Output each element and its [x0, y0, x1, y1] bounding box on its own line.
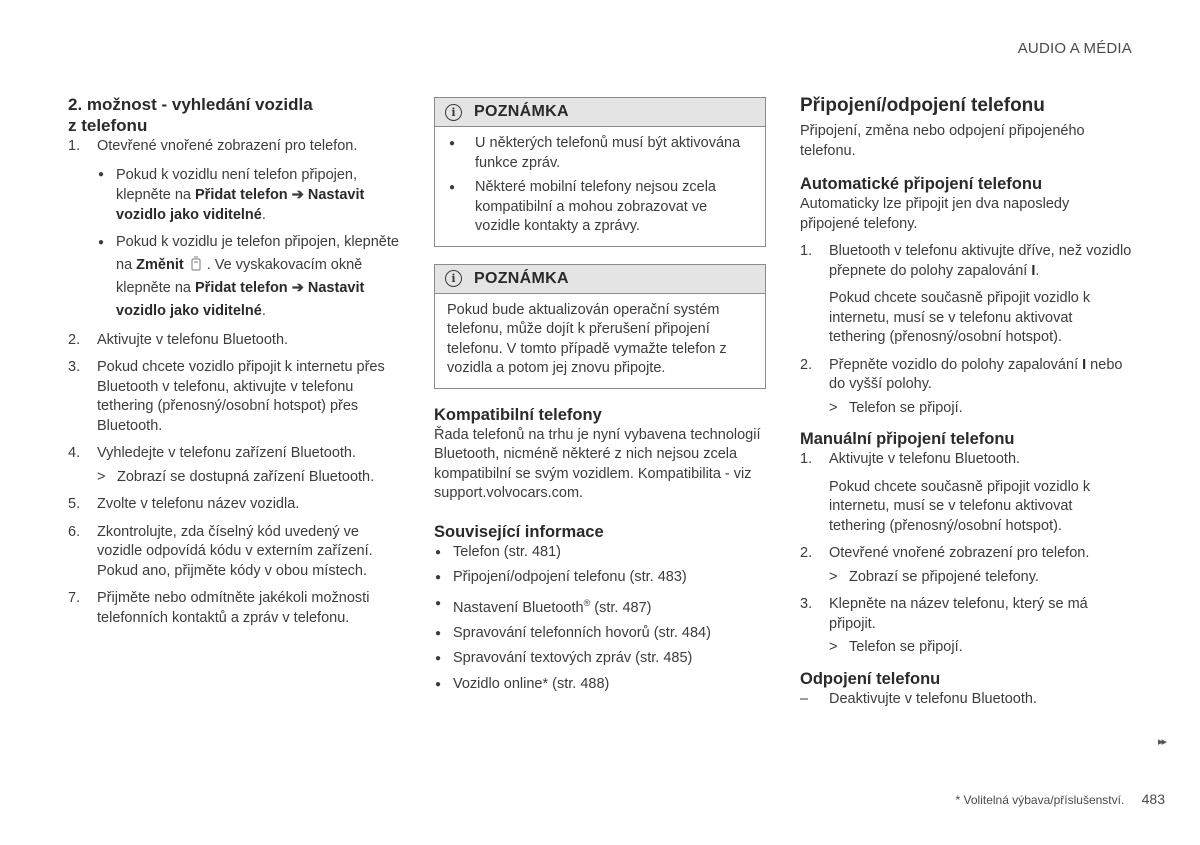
- note-text: Pokud bude aktualizován operační systém telefonu, může dojít k přerušení připojení telefonu. V tomto případě vymažte telefon z vozidla a potom jej znovu připojte.: [447, 301, 727, 376]
- heading-related-info: Související informace: [434, 522, 604, 541]
- step-6: 6. Zkontrolujte, zda číselný kód uvedený ve vozidle odpovídá kódu v externím zařízení. Pokud ano, přijměte kódy v obou místech.: [68, 523, 373, 579]
- note-header: i POZNÁMKA: [435, 98, 765, 127]
- step-4: 4. Vyhledejte v telefonu zařízení Bluetooth. > Zobrazí se dostupná zařízení Bluetooth.: [68, 444, 400, 487]
- note-bullet: ● U některých telefonů musí být aktivována funkce zpráv.: [449, 135, 741, 171]
- auto-text: Automaticky lze připojit jen dva naposledy připojené telefony.: [800, 196, 1070, 232]
- intro-text: Připojení, změna nebo odpojení připojeného telefonu.: [800, 123, 1085, 159]
- note-box-2: [434, 264, 766, 389]
- manual-step-1: 1. Aktivujte v telefonu Bluetooth. Pokud chcete současně připojit vozidlo k internetu, musí se v telefonu aktivovat tethering (přenosný/osobní hotspot).: [800, 451, 1091, 534]
- manual-step-2: 2. Otevřené vnořené zobrazení pro telefon. > Zobrazí se připojené telefony.: [800, 544, 1132, 587]
- column-middle: [434, 97, 766, 694]
- related-item: ● Nastavení Bluetooth® (str. 487): [435, 597, 652, 616]
- related-list: [434, 543, 766, 695]
- page-number: 483: [1141, 791, 1165, 807]
- related-item: ● Telefon (str. 481): [435, 543, 561, 560]
- step-7: 7. Přijměte nebo odmítněte jakékoli možnosti telefonních kontaktů a zpráv v telefonu.: [68, 590, 370, 626]
- info-icon: i: [445, 104, 462, 121]
- manual-step-3-result: > Telefon se připojí.: [829, 639, 963, 655]
- manual-step-2-result: > Zobrazí se připojené telefony.: [829, 568, 1039, 585]
- heading-manual-connect: Manuální připojení telefonu: [800, 430, 1015, 448]
- compat-text: Řada telefonů na trhu je nyní vybavena technologií Bluetooth, nicméně některé z nich nejsou zcela kompatibilní se svým vozidlem. Kompatibilita - viz support.volvocars.com.: [434, 426, 761, 501]
- section-header: AUDIO A MÉDIA: [1017, 40, 1132, 57]
- step-4-result: > Zobrazí se dostupná zařízení Bluetooth.: [97, 468, 375, 485]
- related-item: ● Připojení/odpojení telefonu (str. 483): [435, 569, 687, 585]
- arrow-icon: ➔: [291, 279, 304, 296]
- phone-change-icon: [190, 256, 202, 271]
- auto-step-2: 2. Přepněte vozidlo do polohy zapalování I nebo do vyšší polohy. > Telefon se připojí.: [800, 356, 1132, 419]
- column-right: [800, 94, 1132, 709]
- heading-compatible-phones: Kompatibilní telefony: [434, 405, 602, 424]
- disconnect-step: – Deaktivujte v telefonu Bluetooth.: [800, 690, 1037, 707]
- footnote: * Volitelná výbava/příslušenství.: [955, 793, 1125, 807]
- info-icon: i: [445, 270, 462, 287]
- bullet-not-connected: ● Pokud k vozidlu není telefon připojen, klepněte na Přidat telefon ➔ Nastavit vozidlo jako viditelné.: [98, 166, 365, 223]
- page-footer: [956, 791, 1165, 807]
- heading-disconnect: Odpojení telefonu: [800, 669, 941, 688]
- arrow-icon: ➔: [291, 186, 304, 203]
- step-2: 2. Aktivujte v telefonu Bluetooth.: [68, 331, 289, 348]
- bullet-connected: ● Pokud k vozidlu je telefon připojen, klepněte na Změnit . Ve vyskakovacím okně klepněte na Přidat telefon ➔ Nastavit vozidlo jako viditelné.: [98, 233, 399, 319]
- related-item: ● Vozidlo online* (str. 488): [435, 675, 610, 692]
- step-1: 1. Otevřené vnořené zobrazení pro telefon. ● Pokud k vozidlu není telefon připojen, klepněte na Přidat telefon ➔ Nastavit vozidlo jako viditelné. ● Pokud k vozidlu je telefon připojen, klepněte na Změnit . Ve vyskakovacím okně klepněte na Přidat telefon ➔ Nastavit vozidlo jako viditelné.: [68, 137, 400, 323]
- heading-option-2: 2. možnost - vyhledání vozidla z telefonu: [68, 95, 313, 135]
- manual-step-3: 3. Klepněte na název telefonu, který se má připojit. > Telefon se připojí.: [800, 595, 1132, 658]
- note-header: i POZNÁMKA: [435, 265, 765, 294]
- step-1-bullets: [97, 165, 400, 323]
- steps-list: [68, 137, 400, 628]
- related-item: ● Spravování textových zpráv (str. 485): [435, 650, 693, 667]
- step-3: 3. Pokud chcete vozidlo připojit k internetu přes Bluetooth v telefonu, aktivujte v telefonu tethering (přenosný/osobní hotspot) přes Bluetooth.: [68, 359, 385, 434]
- note-box-1: [434, 97, 766, 247]
- continue-arrow-icon: ▸▸: [1157, 736, 1165, 748]
- page-title: Připojení/odpojení telefonu: [800, 95, 1045, 116]
- step-5: 5. Zvolte v telefonu název vozidla.: [68, 496, 300, 512]
- heading-auto-connect: Automatické připojení telefonu: [800, 175, 1043, 193]
- note-bullet: ● Některé mobilní telefony nejsou zcela kompatibilní a mohou zobrazovat ve vozidle kontakty a zprávy.: [449, 179, 716, 234]
- column-left: [68, 94, 400, 628]
- auto-step-2-result: > Telefon se připojí.: [829, 399, 963, 416]
- auto-step-1: 1. Bluetooth v telefonu aktivujte dříve, než vozidlo přepnete do polohy zapalování I. Pokud chcete současně připojit vozidlo k internetu, musí se v telefonu aktivovat tethering (přenosný/osobní hotspot).: [800, 243, 1132, 345]
- related-item: ● Spravování telefonních hovorů (str. 484): [435, 624, 711, 641]
